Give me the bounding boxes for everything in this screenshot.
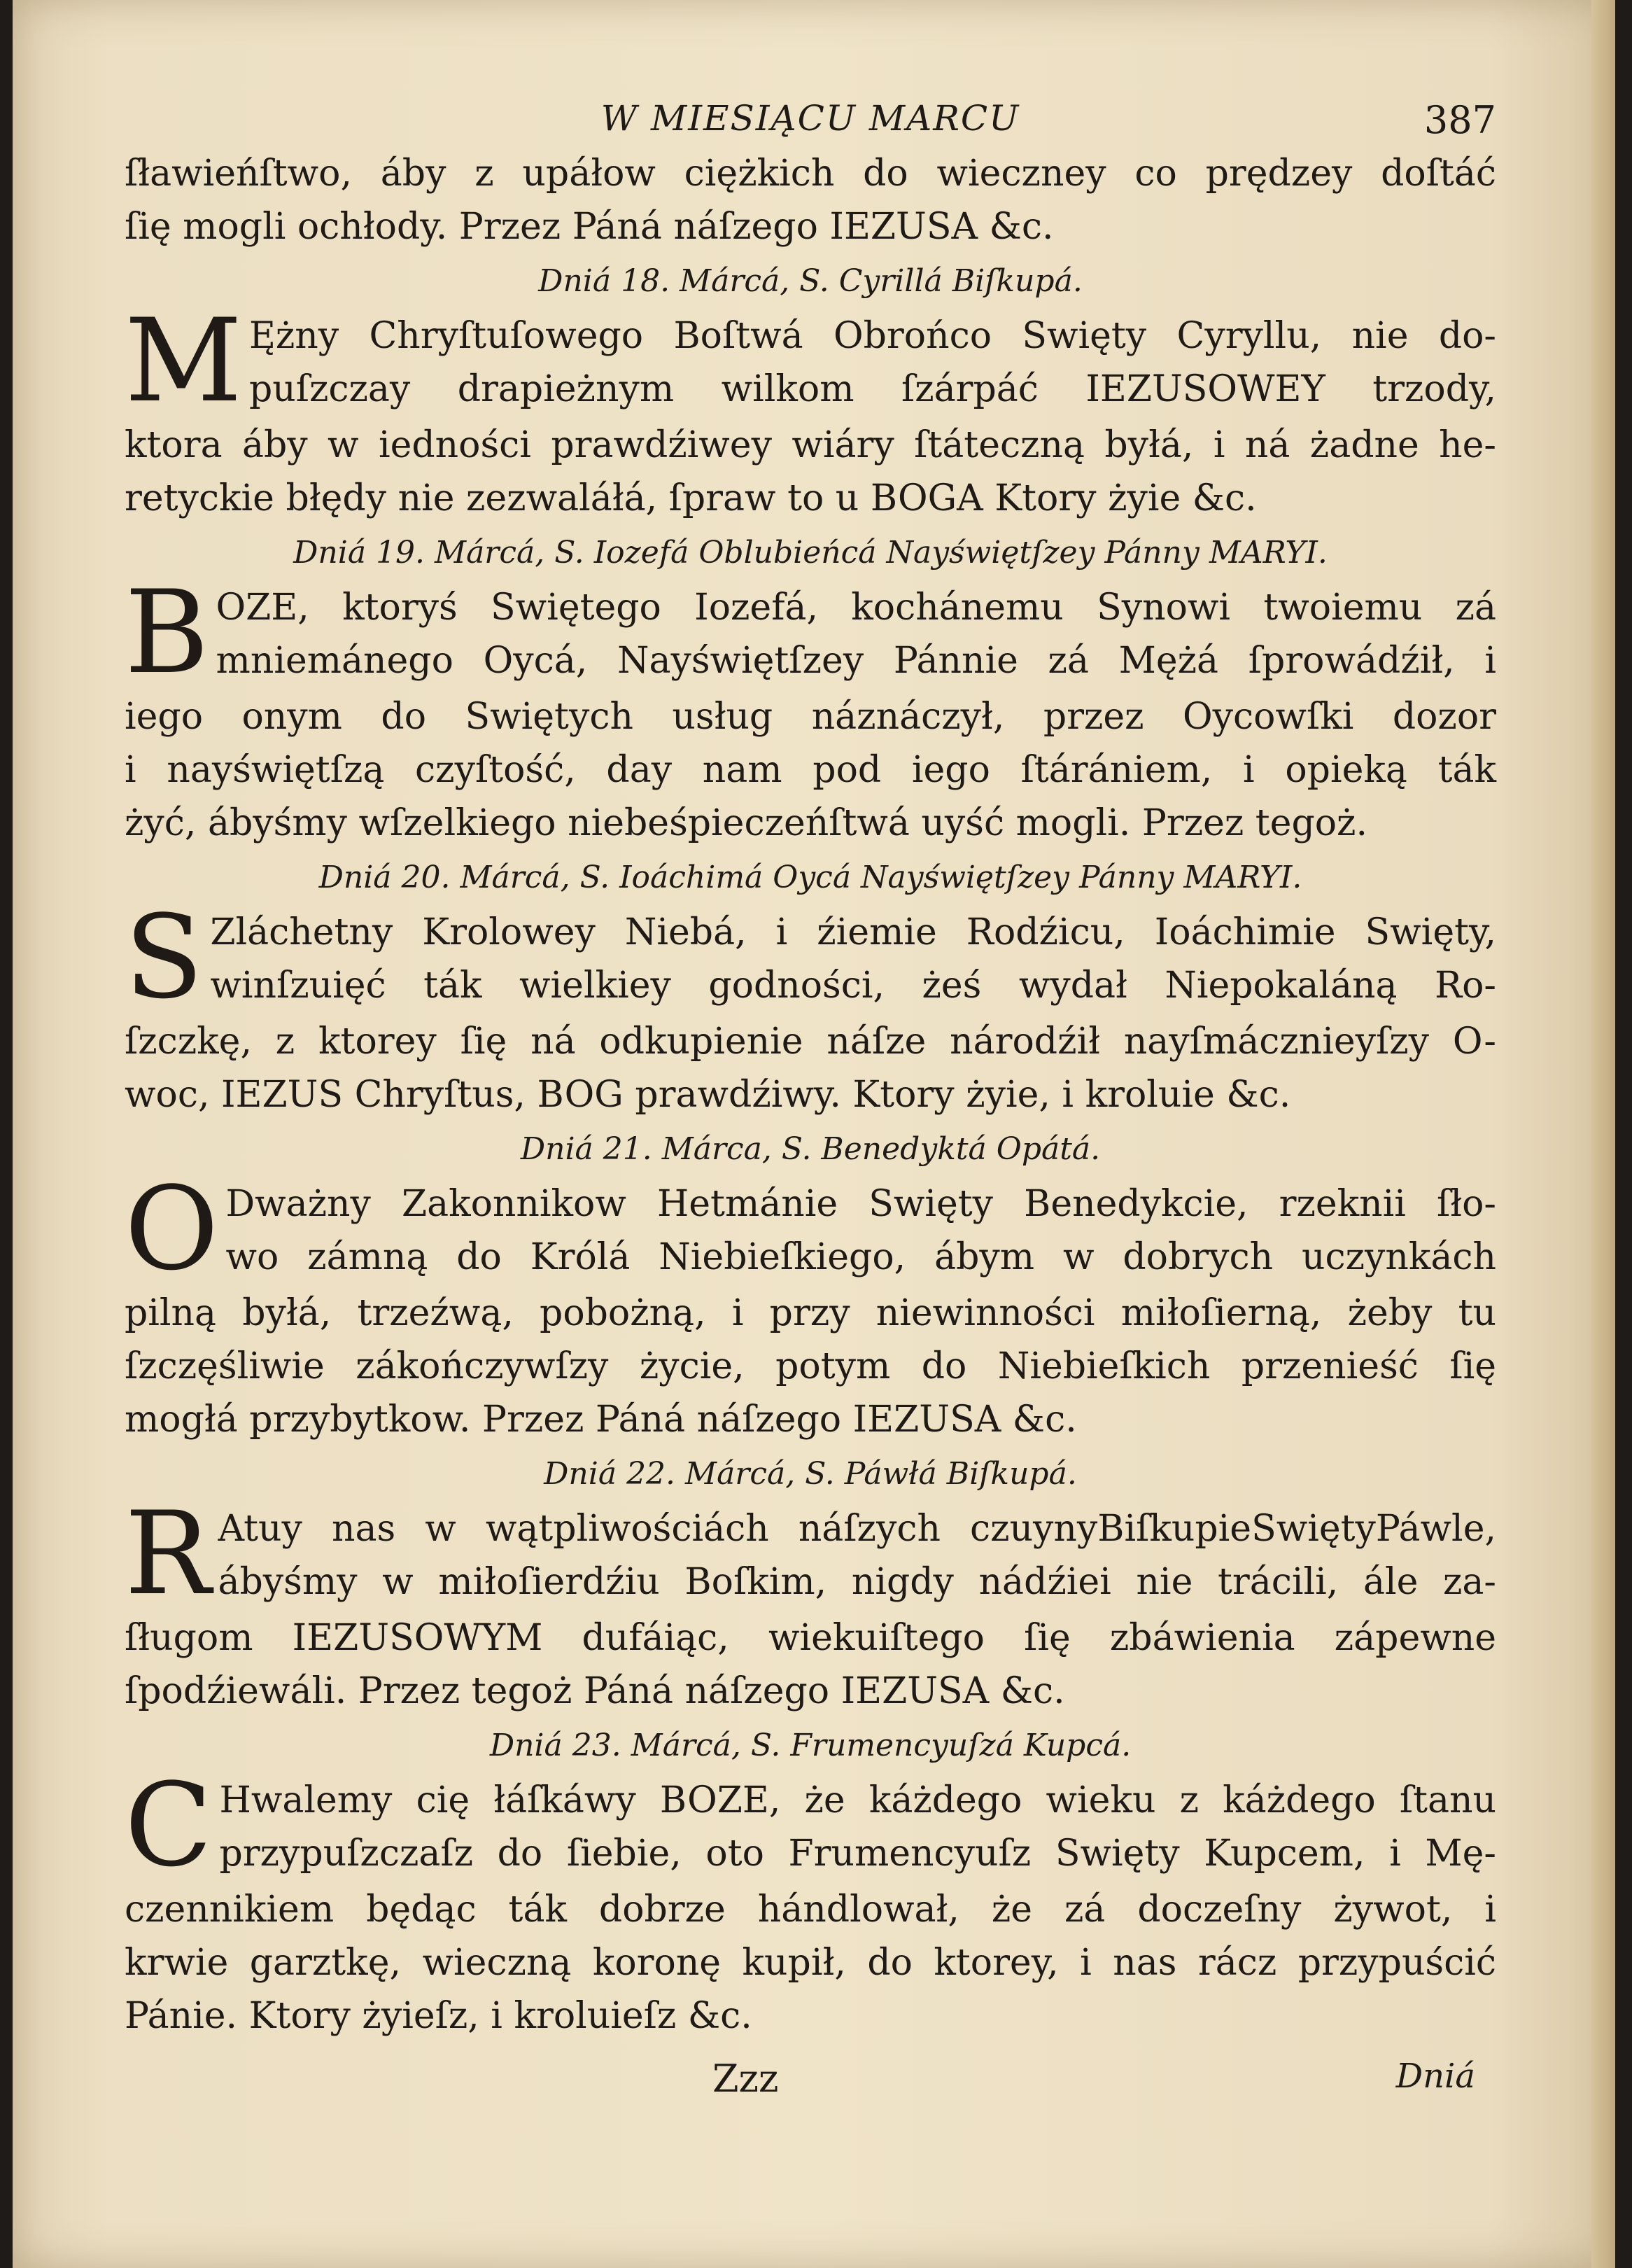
text-line: krwie garztkę, wieczną koronę kupił, do ktorey, i nas rácz przypuścić [125, 1942, 1496, 1984]
text-line: ábyśmy w miłoſierdźiu Boſkim, nigdy nádźiei nie trácili, ále za- [218, 1561, 1496, 1603]
signature-mark: Zzz [712, 2057, 779, 2101]
prayer-entry [125, 294, 1496, 428]
text-line: pilną byłá, trzeźwą, pobożną, i przy niewinności miłoſierną, żeby tu [125, 1292, 1496, 1334]
prayer-entry [125, 1758, 1496, 1892]
text-line: Zláchetny Krolowey Niebá, i źiemie Rodźicu, Ioáchimie Swięty, [210, 911, 1496, 953]
drop-cap: O [125, 1162, 219, 1296]
day-heading: Dniá 21. Márca, S. Benedyktá Opátá. [520, 1131, 1101, 1167]
text-line: żyć, ábyśmy wſzelkiego niebeśpieczeńſtwá uyść mogli. Przez tegoż. [125, 802, 1367, 844]
page-edge [1591, 0, 1615, 2268]
prayer-entry [125, 890, 1496, 1024]
drop-cap: R [125, 1487, 211, 1620]
page-number: 387 [1423, 98, 1496, 142]
text-line: iego onym do Swiętych usług náznáczył, przez Oycowſki dozor [125, 696, 1496, 738]
running-head [125, 91, 1496, 147]
drop-cap: S [125, 890, 204, 1024]
prayer-entry [125, 1162, 1496, 1296]
opening-paragraph [125, 147, 1496, 253]
drop-cap: B [125, 566, 209, 699]
text-line: ſzczkę, z ktorey ſię ná odkupienie náſze národźił nayſmácznieyſzy O- [125, 1021, 1496, 1063]
text-line: czennikiem będąc ták dobrze hándlował, że zá doczeſny żywot, i [125, 1889, 1496, 1931]
text-line: przypuſzczaſz do ſiebie, oto Frumencyuſz Swięty Kupcem, i Mę- [219, 1833, 1496, 1875]
prayer-entry [125, 1487, 1496, 1620]
drop-cap: C [125, 1758, 213, 1892]
running-title: W MIESIĄCU MARCU [600, 98, 1020, 139]
day-heading: Dniá 23. Márcá, S. Frumencyuſzá Kupcá. [489, 1728, 1132, 1763]
day-heading: Dniá 19. Márcá, S. Iozefá Oblubieńcá Nayświętſzey Pánny MARYI. [293, 535, 1328, 570]
text-line: mogłá przybytkow. Przez Páná náſzego IEZUSA &c. [125, 1399, 1077, 1441]
day-heading: Dniá 18. Márcá, S. Cyrillá Biſkupá. [538, 263, 1083, 299]
day-heading: Dniá 22. Márcá, S. Páwłá Biſkupá. [544, 1456, 1077, 1492]
text-line: Pánie. Ktory żyieſz, i kroluieſz &c. [125, 1995, 752, 2037]
book-page [13, 0, 1615, 2268]
text-line: i nayświętſzą czyſtość, day nam pod iego ſtárániem, i opieką ták [125, 749, 1496, 791]
text-line: ſpodźiewáli. Przez tegoż Páná náſzego IEZUSA &c. [125, 1670, 1065, 1712]
day-heading: Dniá 20. Márcá, S. Ioáchimá Oycá Nayświętſzey Pánny MARYI. [318, 860, 1302, 895]
text-line: ktora áby w iedności prawdźiwey wiáry ſtáteczną byłá, i ná żadne he- [125, 424, 1496, 466]
text-line: ſzczęśliwie zákończywſzy życie, potym do Niebieſkich przenieść ſię [125, 1345, 1496, 1387]
text-line: winſzuięć ták wielkiey godności, żeś wydał Niepokaláną Ro- [210, 965, 1496, 1007]
text-line: ſię mogli ochłody. Przez Páná náſzego IEZUSA &c. [125, 206, 1054, 248]
text-line: woc, IEZUS Chryſtus, BOG prawdźiwy. Ktory żyie, i kroluie &c. [125, 1074, 1291, 1116]
text-line: retyckie błędy nie zezwaláłá, ſpraw to u BOGA Ktory żyie &c. [125, 477, 1257, 519]
text-block [125, 91, 1496, 2113]
text-line: ſługom IEZUSOWYM dufáiąc, wiekuiſtego ſię zbáwienia zápewne [125, 1617, 1496, 1659]
text-line: puſzczay drapieżnym wilkom ſzárpáć IEZUSOWEY trzody, [248, 368, 1496, 410]
text-line: OZE, ktoryś Swiętego Iozefá, kochánemu Synowi twoiemu zá [216, 587, 1496, 629]
text-line: ſławieńſtwo, áby z upáłow ciężkich do wieczney co prędzey doſtáć [125, 153, 1496, 195]
text-line: Hwalemy cię łáſkáwy BOZE, że káżdego wieku z káżdego ſtanu [219, 1779, 1496, 1821]
drop-cap: M [125, 294, 242, 428]
prayer-entry [125, 566, 1496, 699]
text-line: mniemánego Oycá, Nayświętſzey Pánnie zá Mężá ſprowádźił, i [216, 640, 1496, 682]
text-line: Dważny Zakonnikow Hetmánie Swięty Benedykcie, rzeknii ſło- [225, 1183, 1496, 1225]
catchword: Dniá [1395, 2057, 1475, 2096]
text-line: Atuy nas w wątpliwościách náſzych czuynyBiſkupieSwiętyPáwle, [218, 1508, 1496, 1550]
page-footer [125, 2050, 1496, 2113]
text-line: Ężny Chryſtuſowego Boſtwá Obrońco Swięty Cyryllu, nie do- [248, 315, 1496, 357]
text-line: wo zámną do Królá Niebieſkiego, ábym w dobrych uczynkách [225, 1236, 1496, 1278]
